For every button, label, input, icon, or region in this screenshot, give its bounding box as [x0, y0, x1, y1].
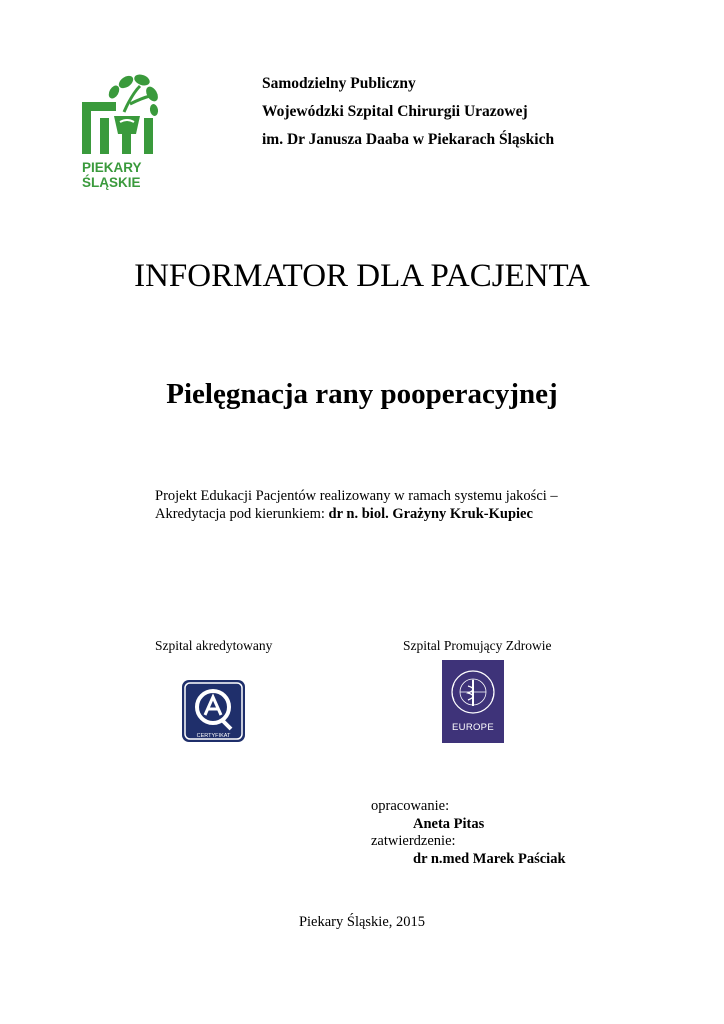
- hospital-name: [262, 70, 554, 154]
- logo-text-line2: ŚLĄSKIE: [82, 175, 141, 190]
- prepared-name: Aneta Pitas: [413, 815, 485, 832]
- aq-badge-label: CERTYFIKAT: [196, 733, 231, 739]
- project-note: [155, 488, 558, 523]
- piekary-slaskie-logo: [80, 72, 162, 194]
- project-supervisor: dr n. biol. Grażyny Kruk-Kupiec: [328, 505, 533, 522]
- approved-label: zatwierdzenie:: [371, 833, 456, 849]
- place-and-year: Piekary Śląskie, 2015: [298, 914, 426, 930]
- accreditation-certificate-logo: [181, 679, 246, 743]
- document-subtitle: Pielęgnacja rany pooperacyjnej: [166, 378, 558, 410]
- who-europe-logo: [442, 660, 504, 743]
- document-title: INFORMATOR DLA PACJENTA: [134, 258, 590, 294]
- who-emblem-icon: [442, 660, 504, 726]
- project-line2-prefix: Akredytacja pod kierunkiem:: [155, 505, 329, 522]
- accredited-caption: Szpital akredytowany: [155, 638, 273, 653]
- aq-certificate-icon: [181, 679, 246, 743]
- credits-block: [371, 798, 566, 868]
- who-europe-label: EUROPE: [452, 722, 494, 733]
- approved-name: dr n.med Marek Paściak: [413, 850, 566, 867]
- health-promoting-caption: Szpital Promujący Zdrowie: [403, 638, 552, 653]
- logo-text-line1: PIEKARY: [82, 160, 142, 175]
- project-line1: Projekt Edukacji Pacjentów realizowany w ramach systemu jakości –: [155, 488, 558, 504]
- hospital-line1: Samodzielny Publiczny: [262, 75, 416, 92]
- hospital-line3: im. Dr Janusza Daaba w Piekarach Śląskich: [262, 131, 555, 148]
- project-line2: [155, 506, 558, 524]
- hospital-line2: Wojewódzki Szpital Chirurgii Urazowej: [262, 103, 528, 120]
- prepared-label: opracowanie:: [371, 798, 450, 814]
